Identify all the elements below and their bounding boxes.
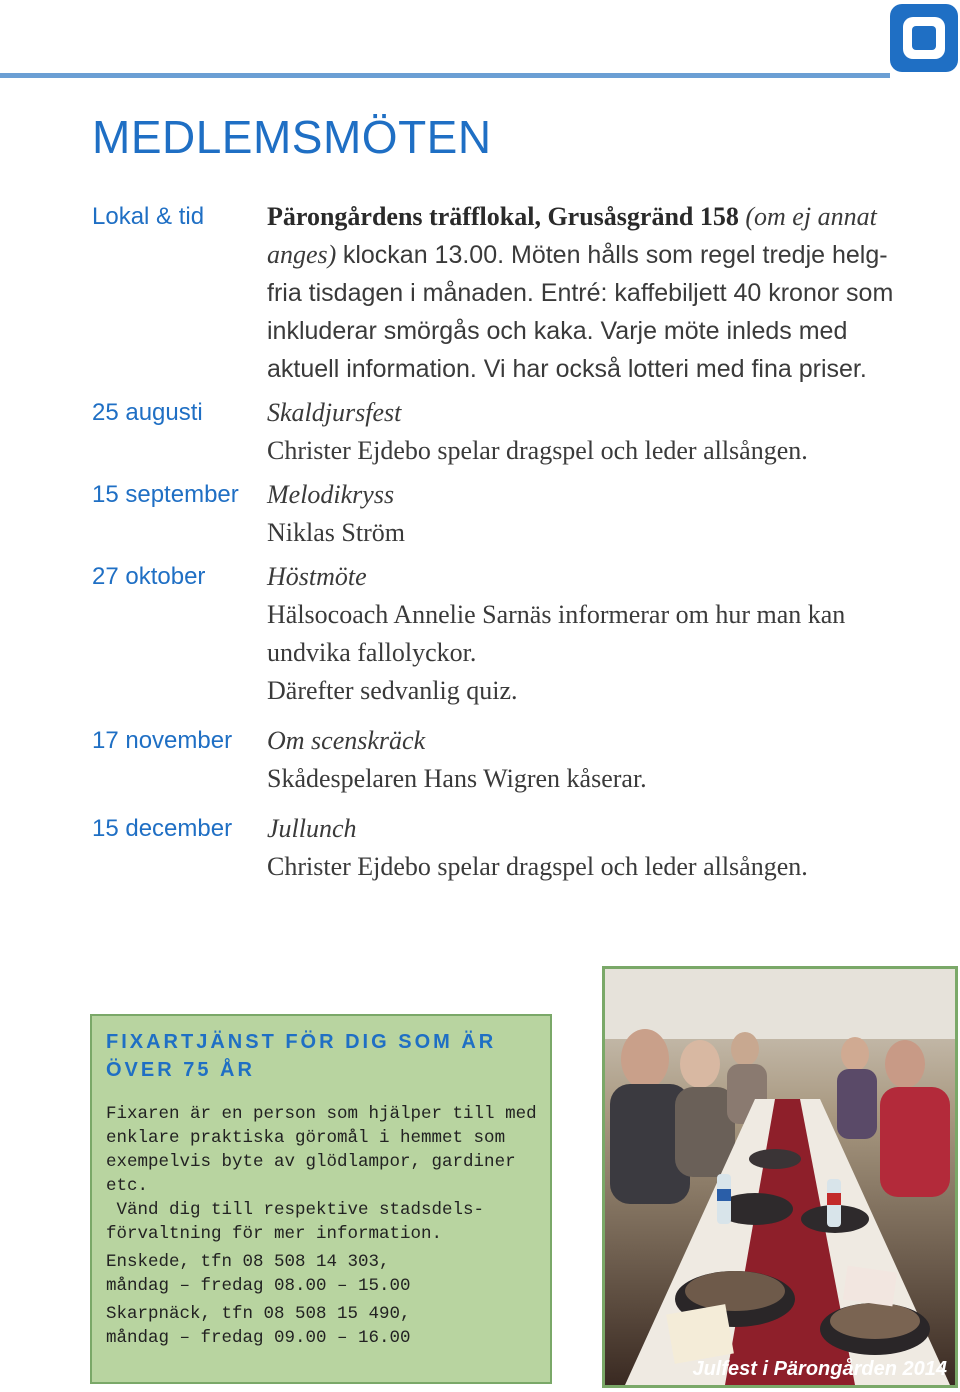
event-title: Skaldjursfest	[267, 398, 402, 427]
event-title: Jullunch	[267, 814, 357, 843]
venue-note-cont: anges)	[267, 240, 337, 269]
intro-line-2: klockan 13.00. Möten hålls som regel tredje helg-	[342, 241, 888, 269]
box-contact-enskede: Enskede, tfn 08 508 14 303, måndag – fredag 08.00 – 15.00	[106, 1252, 411, 1296]
intro-label: Lokal & tid	[92, 203, 205, 230]
intro-line-5: aktuell information. Vi har också lotteri med fina priser.	[267, 355, 867, 383]
fixartjanst-box	[90, 1014, 552, 1384]
logo-icon	[890, 4, 958, 72]
box-paragraph: Fixaren är en person som hjälper till med enklare praktiska göromål i hemmet som exempelvis byte av glödlampor, gardiner etc.	[106, 1104, 537, 1196]
intro-line-3: fria tisdagen i månaden. Entré: kaffebiljett 40 kronor som	[267, 279, 894, 307]
event-date: 17 november	[92, 727, 233, 754]
event-desc: Niklas Ström	[267, 518, 405, 547]
intro-line-4: inkluderar smörgås och kaka. Varje möte inleds med	[267, 317, 848, 345]
intro-text	[267, 198, 957, 388]
venue-note: (om ej annat	[745, 202, 877, 231]
event-desc: Därefter sedvanlig quiz.	[267, 676, 518, 705]
page-title: MEDLEMSMÖTEN	[92, 111, 492, 163]
event-desc: Hälsocoach Annelie Sarnäs informerar om hur man kan	[267, 600, 846, 629]
event-desc: Skådespelaren Hans Wigren kåserar.	[267, 764, 647, 793]
event-date: 15 september	[92, 481, 239, 508]
venue: Pärongårdens träfflokal, Grusåsgränd 158	[267, 202, 739, 231]
event-title: Melodikryss	[267, 480, 395, 509]
event-desc: Christer Ejdebo spelar dragspel och leder allsången.	[267, 852, 808, 881]
photo-illustration	[605, 969, 955, 1385]
box-paragraph: Vänd dig till respektive stadsdels- förvaltning för mer information.	[106, 1200, 485, 1244]
photo-caption: Julfest i Pärongården 2014	[692, 1358, 947, 1380]
event-title: Höstmöte	[267, 562, 367, 591]
event-date: 15 december	[92, 815, 233, 842]
header-rule	[0, 73, 890, 78]
box-heading: FIXARTJÄNST FÖR DIG SOM ÄR ÖVER 75 ÅR	[106, 1031, 497, 1081]
event-title: Om scenskräck	[267, 726, 426, 755]
event-date: 27 oktober	[92, 563, 206, 590]
event-date: 25 augusti	[92, 399, 203, 426]
event-desc: undvika fallolyckor.	[267, 638, 477, 667]
event-desc: Christer Ejdebo spelar dragspel och leder allsången.	[267, 436, 808, 465]
box-contact-skarpnack: Skarpnäck, tfn 08 508 15 490, måndag – fredag 09.00 – 16.00	[106, 1304, 411, 1348]
event-photo	[602, 966, 958, 1388]
